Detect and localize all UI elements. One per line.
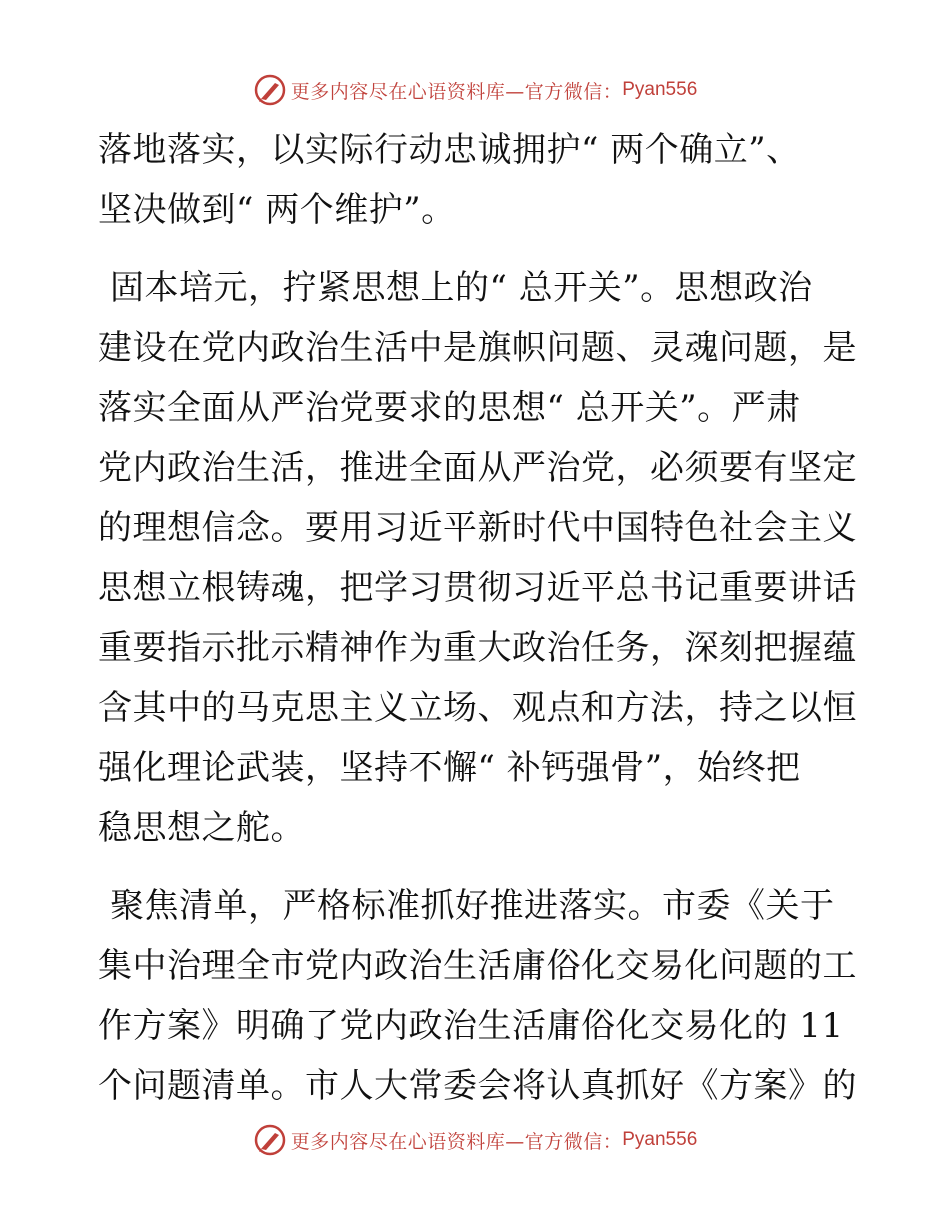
text-line: 稳思想之舵。 [98, 808, 305, 848]
paragraph [98, 258, 857, 858]
pen-logo-icon [253, 1123, 287, 1157]
text-line: 思想立根铸魂，把学习贯彻习近平总书记重要讲话 [98, 568, 857, 608]
text-line: 固本培元，拧紧思想上的“ 总开关”。思想政治 [110, 268, 813, 308]
text-line: 落实全面从严治党要求的思想“ 总开关”。严肃 [98, 388, 801, 428]
header-banner-text: 更多内容尽在心语资料库—官方微信： [290, 80, 623, 103]
text-line: 含其中的马克思主义立场、观点和方法，持之以恒 [98, 688, 857, 728]
text-line: 的理想信念。要用习近平新时代中国特色社会主义 [98, 508, 857, 548]
paragraph [98, 876, 857, 1116]
header-banner [0, 70, 950, 110]
text-line: 个问题清单。市人大常委会将认真抓好《方案》的 [98, 1066, 857, 1106]
document-body [98, 120, 857, 1116]
text-line: 作方案》明确了党内政治生活庸俗化交易化的 11 [98, 1006, 844, 1046]
footer-banner-text: 更多内容尽在心语资料库—官方微信： [290, 1130, 623, 1153]
text-line: 聚焦清单，严格标准抓好推进落实。市委《关于 [110, 886, 835, 926]
pen-logo-icon [253, 73, 287, 107]
paragraph [98, 120, 850, 240]
text-line: 落地落实，以实际行动忠诚拥护“ 两个确立”、 [98, 130, 801, 170]
text-line: 强化理论武装，坚持不懈“ 补钙强骨”，始终把 [98, 748, 801, 788]
text-line: 重要指示批示精神作为重大政治任务，深刻把握蕴 [98, 628, 857, 668]
header-banner-id: Pyan556 [622, 79, 698, 100]
footer-banner-id: Pyan556 [622, 1129, 698, 1150]
footer-banner [0, 1120, 950, 1160]
text-line: 建设在党内政治生活中是旗帜问题、灵魂问题，是 [98, 328, 857, 368]
text-line: 党内政治生活，推进全面从严治党，必须要有坚定 [98, 448, 857, 488]
text-line: 坚决做到“ 两个维护”。 [98, 190, 456, 230]
text-line: 集中治理全市党内政治生活庸俗化交易化问题的工 [98, 946, 857, 986]
